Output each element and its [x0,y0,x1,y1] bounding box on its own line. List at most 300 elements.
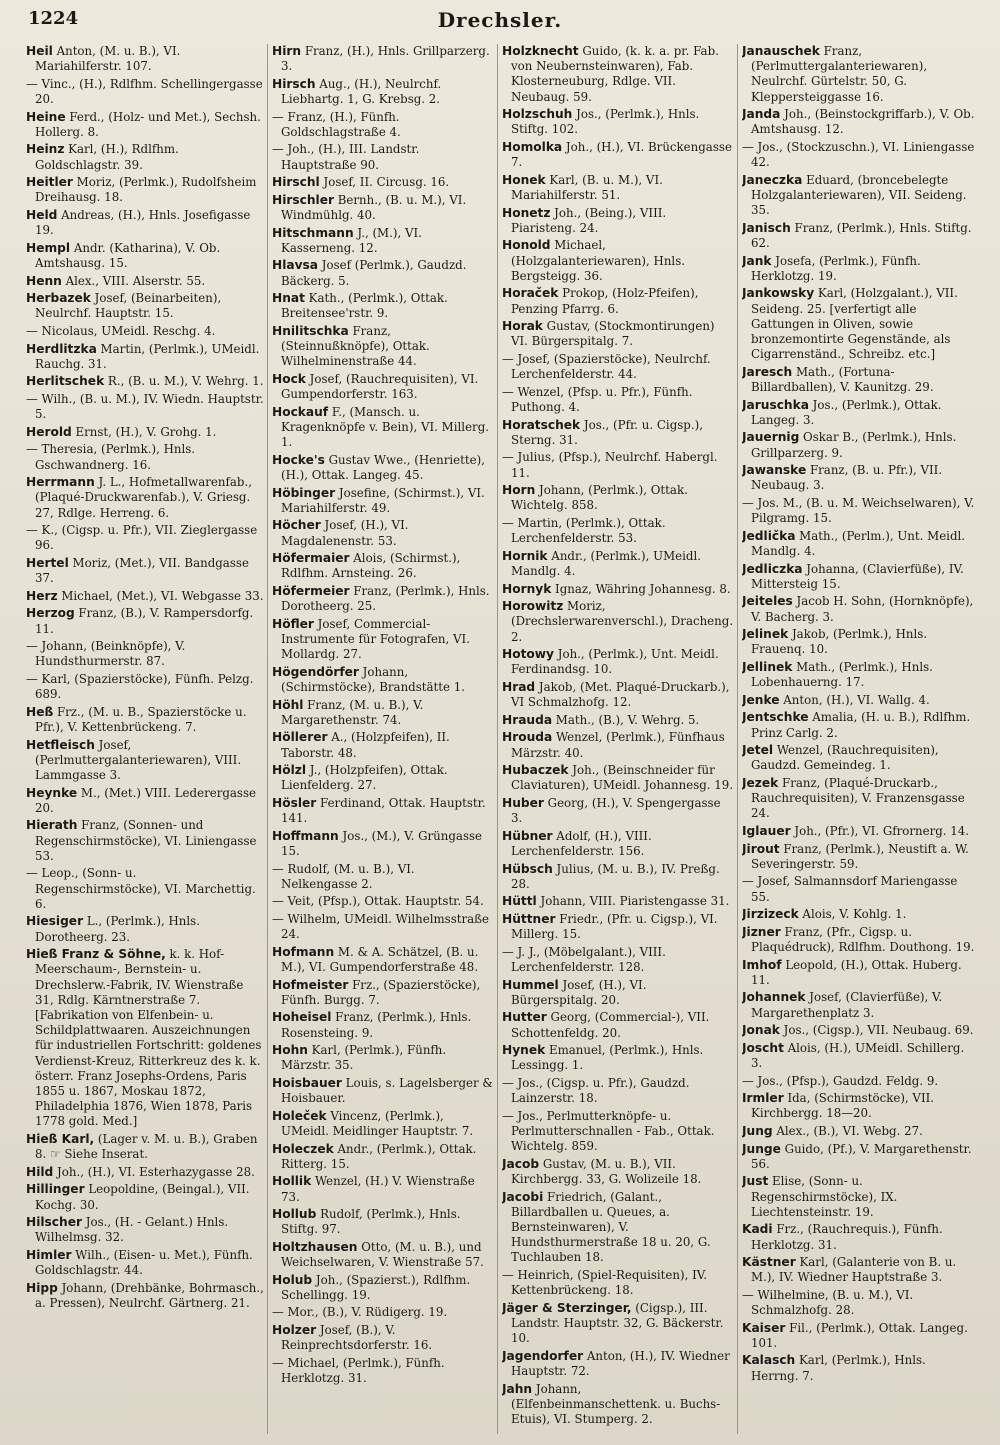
entry-name: Hnilitschka [272,323,349,338]
entry-name: Heil [26,44,53,58]
directory-entry [272,1273,494,1303]
entry-name: Honold [502,238,551,253]
entry-name: Janeczka [742,172,803,187]
entry-details: — Martin, (Perlmk.), Ottak. Lerchenfelderstr. 53. [502,515,666,546]
directory-entry [26,175,264,205]
directory-entry [26,110,264,140]
directory-entry [272,796,494,826]
entry-name: Jirzizeck [742,907,799,922]
entry-name: Hornyk [502,581,552,596]
entry-name: Hollub [272,1207,317,1222]
entry-name: Hübsch [502,861,553,876]
directory-entry [502,978,734,1008]
entry-details: — Wilhelm, UMeidl. Wilhelmsstraße 24. [272,911,490,942]
directory-entry [26,442,264,472]
entry-name: Herold [26,424,72,439]
entry-name: Hertel [26,555,69,570]
directory-entry [272,1323,494,1353]
entry-name: Hoheisel [272,1010,332,1025]
entry-details: J. L., Hofmetallwarenfab., (Plaqué-Druckwarenfab.), V. Griesg. 27, Rdlge. Herreng. 6. [35,475,252,520]
entry-name: Jacob [502,1156,540,1171]
directory-entry [502,894,734,909]
entry-name: Holzer [272,1323,317,1338]
entry-name: Jirout [742,841,780,856]
entry-details: Frz., (M. u. B., Spazierstöcke u. Pfr.), V. Kettenbrückeng. 7. [35,704,247,734]
directory-entry [272,730,494,760]
entry-details: — Nicolaus, UMeidl. Reschg. 4. [26,323,216,338]
entry-details: Anton, (H.), VI. Wallg. 4. [779,692,930,707]
entry-name: Himler [26,1247,72,1262]
entry-details: Joh., (Being.), VIII. Piaristeng. 24. [511,205,667,235]
directory-entry [502,238,734,284]
entry-name: Jentschke [742,710,809,725]
entry-name: Hempl [26,240,71,255]
directory-entry [502,44,734,105]
entry-name: Jawanske [742,463,807,478]
entry-name: Hornik [502,548,548,563]
entry-name: Johannek [742,990,806,1005]
directory-entry [742,529,975,559]
entry-details: Franz, (Perlmk.), Neustift a. W. Severingerstr. 59. [751,841,969,871]
directory-entry [742,1142,975,1172]
directory-entry [742,1321,975,1351]
directory-entry [272,978,494,1008]
entry-details: J., (Holzpfeifen), Ottak. Lienfelderg. 27. [281,763,448,793]
entry-details: Franz, (B.), V. Rampersdorfg. 11. [35,606,254,636]
directory-entry [272,1356,494,1386]
entry-name: Hirn [272,44,302,58]
directory-entry [272,77,494,107]
entry-name: Hoffmann [272,828,339,843]
entry-details: Leopoldine, (Beingal.), VII. Kochg. 30. [35,1182,250,1212]
entry-details: Josef, II. Circusg. 16. [319,175,450,190]
entry-details: Josef, (Rauchrequisiten), VI. Gumpendorferstr. 163. [281,371,479,402]
directory-entry [502,796,734,826]
entry-details: Josefa, (Perlmk.), Fünfh. Herklotzg. 19. [751,253,921,283]
directory-entry [272,1076,494,1106]
directory-entry [26,672,264,702]
directory-entry [742,594,975,624]
entry-name: Herz [26,588,58,603]
entry-name: Hild [26,1164,54,1179]
directory-entry [742,430,975,460]
entry-name: Henn [26,273,62,288]
entry-details: Ida, (Schirmstöcke), VII. Kirchbergg. 18—20. [751,1091,935,1121]
directory-entry [502,647,734,677]
entry-details: Georg, (Commercial-), VII. Schottenfeldg. 20. [511,1010,710,1040]
directory-entry [272,258,494,288]
directory-column-4 [742,44,978,1434]
directory-entry [502,582,734,597]
entry-details: Joh., (H.), VI. Esterhazygasse 28. [53,1164,255,1179]
directory-column-2 [272,44,498,1434]
entry-name: Horatschek [502,417,581,432]
directory-entry [742,365,975,395]
entry-details: Prokop, (Holz-Pfeifen), Penzing Pfarrg. 6. [511,286,699,316]
directory-entry [502,483,734,513]
entry-details: — Jos. M., (B. u. M. Weichselwaren), V. Pilgramg. 15. [742,495,975,526]
entry-details: Friedrich, (Galant., Billardballen u. Queues, a. Bernsteinwaren), V. Hundsthurmerstraße 18 u. 20, G. Tuchlauben 18. [511,1189,711,1265]
entry-name: Jizner [742,924,781,939]
entry-name: Herrmann [26,475,95,490]
directory-entry [502,829,734,859]
entry-name: Hock [272,371,306,386]
entry-name: Heinz [26,142,65,157]
entry-details: — Theresia, (Perlmk.), Hnls. Gschwandnerg. 16. [26,442,196,472]
directory-entry [272,1142,494,1172]
entry-details: Frz., (Spazierstöcke), Fünfh. Burgg. 7. [281,977,481,1007]
directory-entry [272,372,494,402]
directory-entry [26,1182,264,1212]
directory-entry [742,1174,975,1220]
directory-entry [272,1043,494,1073]
entry-details: Otto, (M. u. B.), und Weichselwaren, V. Wienstraße 57. [281,1239,484,1270]
entry-name: Jelinek [742,627,789,642]
page-header [28,8,972,38]
directory-entry [502,599,734,645]
entry-details: Franz, (Pfr., Cigsp. u. Plaquédruck), Rdlfhm. Douthong. 19. [751,924,975,954]
directory-entry [502,1010,734,1040]
entry-name: Hieß Karl, [26,1131,95,1146]
entry-details: L., (Perlmk.), Hnls. Dorotheerg. 23. [35,914,200,944]
directory-entry [272,894,494,909]
directory-entry [272,617,494,663]
entry-name: Jaresch [742,364,793,379]
entry-details: — K., (Cigsp. u. Pfr.), VII. Zieglergasse 96. [26,523,258,553]
entry-name: Hockauf [272,404,329,419]
directory-column-1 [26,44,268,1434]
entry-name: Höbinger [272,485,336,500]
entry-name: Janisch [742,220,791,235]
directory-entry [502,680,734,710]
entry-details: Anton, (M. u. B.), VI. Mariahilferstr. 107. [35,44,181,74]
entry-details: Johann, (Elfenbeinmanschettenk. u. Buchs-Etuis), VI. Stumperg. 2. [511,1381,721,1426]
entry-name: Hetfleisch [26,737,95,752]
directory-entry [742,925,975,955]
directory-entry [502,1301,734,1347]
entry-name: Jank [742,253,772,268]
entry-details: — Jos., Perlmutterknöpfe- u. Perlmutterschnallen - Fab., Ottak. Wichtelg. 859. [502,1108,715,1154]
entry-details: — Julius, (Pfsp.), Neulrchf. Habergl. 11. [502,450,718,480]
entry-name: Jankowsky [742,286,815,301]
directory-entry [272,1305,494,1320]
entry-details: Ferd., (Holz- und Met.), Sechsh. Hollerg. 8. [35,109,261,139]
entry-details: Franz, (Perlmk.), Hnls. Rosensteing. 9. [281,1010,472,1040]
entry-name: Holtzhausen [272,1239,358,1254]
entry-details: Bernh., (B. u. M.), VI. Windmühlg. 40. [281,192,467,222]
entry-name: Held [26,207,58,222]
entry-details: Franz, (Steinnußknöpfe), Ottak. Wilhelminenstraße 44. [281,323,430,369]
entry-name: Jenke [742,692,780,707]
entry-details: Martin, (Perlmk.), UMeidl. Rauchg. 31. [35,341,260,371]
directory-entry [272,829,494,859]
entry-name: Hoisbauer [272,1075,342,1090]
entry-name: Hilscher [26,1215,82,1230]
entry-details: Alois, V. Kohlg. 1. [798,907,907,922]
entry-name: Hynek [502,1043,546,1058]
entry-details: — Josef, (Spazierstöcke), Neulrchf. Lerchenfelderstr. 44. [502,351,711,382]
entry-details: Johann, (Perlmk.), Ottak. Wichtelg. 858. [511,483,688,513]
directory-entry [502,516,734,546]
entry-details: (Lager v. M. u. B.), Graben 8. ☞ Siehe Inserat. [35,1131,258,1162]
directory-entry [502,912,734,942]
entry-details: Karl, (H.), Rdlfhm. Goldschlagstr. 39. [35,142,179,172]
directory-entry [742,221,975,251]
directory-entry [742,1124,975,1139]
entry-name: Holzschuh [502,107,573,122]
entry-details: Andr. (Katharina), V. Ob. Amtshausg. 15. [35,240,221,270]
entry-details: Franz, (Plaqué-Druckarb., Rauchrequisiten), V. Franzensgasse 24. [751,775,965,821]
directory-entry [742,824,975,839]
entry-name: Jaruschka [742,397,809,412]
directory-entry [272,1010,494,1040]
entry-details: — Josef, Salmannsdorf Mariengasse 55. [742,874,958,904]
entry-name: Kalasch [742,1353,796,1368]
entry-details: Math., (Perlmk.), Hnls. Lobenhauerng. 17. [751,659,933,690]
entry-details: Fil., (Perlmk.), Ottak. Langeg. 101. [751,1320,968,1350]
entry-details: Wenzel, (H.) V. Wienstraße 73. [281,1174,475,1204]
entry-name: Höfler [272,616,314,631]
entry-details: Joh., (Beinschneider für Claviaturen), UMeidl. Johannesg. 19. [511,763,734,793]
entry-name: Hillinger [26,1182,85,1197]
entry-name: Jellinek [742,659,793,674]
entry-details: — Mor., (B.), V. Rüdigerg. 19. [272,1305,448,1320]
directory-entry [26,374,264,389]
entry-name: Hofmeister [272,977,349,992]
entry-name: Horak [502,319,543,334]
entry-details: Wenzel, (Perlmk.), Fünfhaus Märzstr. 40. [511,730,725,760]
directory-entry [502,450,734,480]
directory-entry [26,866,264,912]
entry-details: Jos., (Perlmk.), Hnls. Stiftg. 102. [511,107,700,137]
entry-name: Jetel [742,743,774,758]
entry-details: Franz, (Sonnen- und Regenschirmstöcke), VI. Liniengasse 53. [35,818,257,863]
directory-entry [272,291,494,321]
entry-name: Hutter [502,1010,547,1025]
entry-details: Karl, (Holzgalant.), VII. Seideng. 25. [verfertigt alle Gattungen in Oliven, sowie bronzemontirte Gegenstände, als Cigarrenständ., Schreibz. etc.] [751,286,958,362]
entry-details: Josef, (Perlmuttergalanteriewaren), VIII. Lammgasse 3. [35,737,242,782]
entry-name: Janda [742,107,781,122]
directory-entry [742,693,975,708]
entry-details: Anton, (H.), IV. Wiedner Hauptstr. 72. [511,1348,730,1378]
entry-details: — Veit, (Pfsp.), Ottak. Hauptstr. 54. [272,894,484,909]
entry-details: F., (Mansch. u. Kragenknöpfe v. Bein), VI. Millerg. 1. [281,404,490,450]
entry-name: Jung [742,1123,773,1138]
entry-details: Jos., (Cigsp.), VII. Neubaug. 69. [779,1023,974,1038]
directory-entry [502,862,734,892]
entry-details: — Michael, (Perlmk.), Fünfh. Herklotzg. 31. [272,1355,445,1386]
entry-details: Josef, Commercial-Instrumente für Fotografen, VI. Mollardg. 27. [281,616,470,662]
entry-details: Johann, (Schirmstöcke), Brandstätte 1. [281,664,466,694]
directory-entry [742,398,975,428]
directory-entry [26,786,264,816]
directory-entry [26,1248,264,1278]
entry-details: Moriz, (Perlmk.), Rudolfsheim Dreihausg. 18. [35,175,257,205]
directory-entry [742,743,975,773]
directory-entry [26,1132,264,1162]
directory-entry [272,1174,494,1204]
directory-entry [502,385,734,415]
page-number: 1224 [28,8,79,29]
entry-name: Homolka [502,140,563,154]
entry-details: Math., (Fortuna-Billardballen), V. Kaunitzg. 29. [751,364,934,394]
directory-entry [272,453,494,483]
entry-details: Johanna, (Clavierfüße), IV. Mittersteig 15. [751,561,964,591]
entry-details: Jos., (Perlmk.), Ottak. Langeg. 3. [751,397,942,427]
entry-details: Ignaz, Währing Johannesg. 8. [551,581,731,596]
entry-name: Jahn [502,1381,533,1396]
directory-entry [26,556,264,586]
entry-name: Hüttl [502,894,537,909]
directory-entry [26,274,264,289]
entry-name: Hirschler [272,192,334,207]
entry-details: Alois, (H.), UMeidl. Schillerg. 3. [751,1040,965,1070]
directory-entry [272,551,494,581]
directory-entry [26,738,264,784]
entry-name: Hüttner [502,911,556,926]
entry-details: Aug., (H.), Neulrchf. Liebhartg. 1, G. Krebsg. 2. [281,76,442,106]
entry-name: Jedlička [742,528,796,543]
entry-name: Hummel [502,977,559,992]
directory-entry [742,463,975,493]
entry-details: Franz, (M. u. B.), V. Margarethenstr. 74. [281,697,424,727]
entry-name: Hrouda [502,730,553,745]
entry-details: Friedr., (Pfr. u. Cigsp.), VI. Millerg. 15. [511,911,718,942]
entry-details: — Jos., (Cigsp. u. Pfr.), Gaudzd. Lainzerstr. 18. [502,1075,690,1106]
entry-details: Joh., (Pfr.), VI. Gfrornerg. 14. [790,823,970,838]
entry-details: Josef, (Clavierfüße), V. Margarethenplatz 3. [751,990,943,1020]
directory-entry [272,226,494,256]
entry-details: Franz, (H.), Hnls. Grillparzerg. 3. [281,44,490,74]
directory-entry [502,418,734,448]
entry-details: Wilh., (Eisen- u. Met.), Fünfh. Goldschlagstr. 44. [35,1247,253,1278]
entry-details: Guido, (k. k. a. pr. Fab. von Neubernsteinwaren), Fab. Klosterneuburg, Rdlge. VII. Neubaug. 59. [511,44,719,104]
entry-name: Horn [502,483,536,498]
entry-details: Josef, (B.), V. Reinprechtsdorferstr. 16. [281,1323,433,1353]
directory-entry [502,730,734,760]
entry-name: Kästner [742,1255,796,1270]
entry-details: Frz., (Rauchrequis.), Fünfh. Herklotzg. 31. [751,1222,943,1252]
directory-entry [742,990,975,1020]
entry-details: — Karl, (Spazierstöcke), Fünfh. Pelzg. 689. [26,671,254,702]
entry-name: Jäger & Sterzinger, [502,1300,632,1315]
entry-details: Jakob, (Perlmk.), Hnls. Frauenq. 10. [751,627,928,657]
entry-name: Just [742,1174,769,1189]
entry-details: — Wilh., (B. u. M.), IV. Wiedn. Hauptstr. 5. [26,391,264,422]
entry-details: Guido, (Pf.), V. Margarethenstr. 56. [751,1141,972,1171]
entry-details: M., (Met.) VIII. Lederergasse 20. [35,785,257,815]
entry-name: Högendörfer [272,664,359,679]
entry-name: Hlavsa [272,258,319,273]
entry-name: Janauschek [742,44,820,58]
entry-name: Herlitschek [26,374,105,389]
directory-entry [742,907,975,922]
directory-entry [742,44,975,105]
directory-entry [26,1165,264,1180]
directory-entry [272,324,494,370]
directory-entry [502,713,734,728]
entry-details: Math., (B.), V. Wehrg. 5. [552,712,700,727]
directory-entry [742,496,975,526]
entry-name: Horowitz [502,599,564,614]
entry-details: Vincenz, (Perlmk.), UMeidl. Meidlinger Hauptstr. 7. [281,1108,474,1138]
entry-name: Joscht [742,1040,784,1055]
directory-entry [742,874,975,904]
entry-name: Irmler [742,1091,784,1106]
entry-details: Joh., (Perlmk.), Unt. Meidl. Ferdinandsg. 10. [511,647,719,677]
directory-entry [26,475,264,521]
directory-entry [502,549,734,579]
entry-details: Andr., (Perlmk.), Ottak. Ritterg. 15. [281,1141,477,1171]
entry-details: Moriz, (Drechslerwarenverschl.), Dracheng. 2. [511,599,734,644]
entry-name: Huber [502,795,544,810]
directory-entry [502,319,734,349]
directory-entry [272,405,494,451]
entry-name: Hrauda [502,712,553,727]
directory-column-3 [502,44,738,1434]
entry-details: Jos., (M.), V. Grüngasse 15. [281,828,483,858]
directory-entry [272,175,494,190]
entry-details: Alois, (Schirmst.), Rdlfhm. Arnsteing. 26. [281,551,461,581]
entry-name: Hocke's [272,452,325,467]
directory-entry [742,1091,975,1121]
entry-details: k. k. Hof-Meerschaum-, Bernstein- u. Drechslerw.-Fabrik, IV. Wienstraße 31, Rdlg. Kärntnerstraße 7. [Fabrikation von Elfenbein- u. Schildplattwaaren. Auszeichnungen für industriellen Fortschritt: goldenes Verdienst-Kreuz, Ritterkreuz des k. k. österr. Franz Josephs-Ordens, Paris 1855 u. 1867, Moskau 1872, Philadelphia 1876, Wien 1878, Paris 1778 gold. Med.] [35,947,262,1129]
entry-details: (Cigsp.), III. Landstr. Hauptstr. 32, G. Bäckerstr. 10. [511,1300,724,1346]
entry-name: Kadi [742,1222,773,1237]
directory-entry [742,140,975,170]
entry-details: — Rudolf, (M. u. B.), VI. Nelkengasse 2. [272,861,415,891]
directory-entry [272,518,494,548]
entry-name: Höllerer [272,730,328,745]
entry-name: Jauernig [742,430,800,445]
directory-entry [742,1074,975,1089]
entry-name: Jezek [742,775,779,790]
entry-name: Höcher [272,518,321,533]
entry-details: — Franz, (H.), Fünfh. Goldschlagstraße 4. [272,109,401,139]
entry-details: Gustav, (M. u. B.), VII. Kirchbergg. 33, G. Wolizeile 18. [511,1156,702,1186]
entry-details: Emanuel, (Perlmk.), Hnls. Lessingg. 1. [511,1043,704,1073]
entry-name: Hirschl [272,175,320,190]
directory-entry [272,193,494,223]
entry-name: Jeiteles [742,594,793,609]
directory-entry [742,1255,975,1285]
entry-details: Michael, (Holzgalanteriewaren), Hnls. Bergsteigg. 36. [511,238,685,283]
entry-name: Hrad [502,679,536,694]
directory-entry [742,286,975,362]
directory-entry [272,1207,494,1237]
entry-name: Iglauer [742,823,791,838]
entry-details: Ferdinand, Ottak. Hauptstr. 141. [281,795,486,826]
directory-entry [502,286,734,316]
entry-name: Hotowy [502,647,554,662]
entry-name: Holeček [272,1108,327,1123]
entry-details: Josef, (H.), VI. Magdalenenstr. 53. [281,518,409,548]
entry-details: — Vinc., (H.), Rdlfhm. Schellingergasse 20. [26,76,263,106]
entry-details: A., (Holzpfeifen), II. Taborstr. 48. [281,730,450,760]
entry-name: Heß [26,704,54,719]
directory-entry [502,1190,734,1266]
directory-entry [502,763,734,793]
directory-entry [502,352,734,382]
directory-entry [26,208,264,238]
entry-details: Josef, (Beinarbeiten), Neulrchf. Hauptstr. 15. [35,291,222,321]
entry-details: Karl, (B. u. M.), VI. Mariahilferstr. 51. [511,172,663,202]
directory-entry [26,947,264,1129]
directory-entry [742,562,975,592]
entry-name: Jedliczka [742,561,803,576]
entry-name: Hipp [26,1280,58,1295]
entry-details: Josef, (H.), VI. Bürgerspitalg. 20. [511,977,647,1007]
